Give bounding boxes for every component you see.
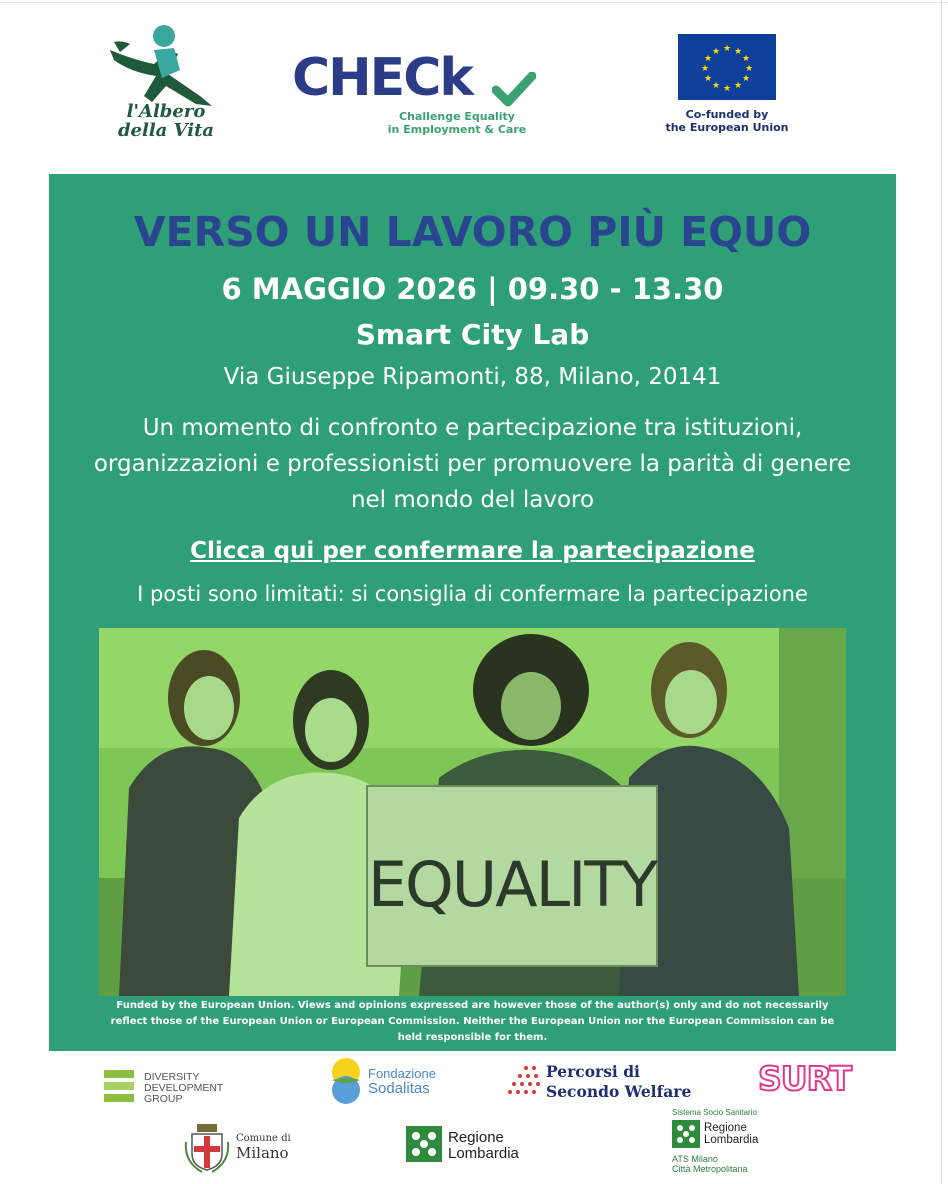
- percorsi-text: [546, 1062, 691, 1102]
- svg-text:★: ★: [733, 81, 743, 91]
- eu-cofunded-logo: [660, 34, 800, 144]
- checkmark-icon: [492, 72, 536, 108]
- eu-text-line2: the European Union: [665, 121, 789, 134]
- svg-text:★: ★: [744, 64, 754, 74]
- milano-text: [236, 1132, 291, 1160]
- limited-seats-note: I posti sono limitati: si consiglia di confermare la partecipazione: [137, 582, 808, 606]
- svg-text:★: ★: [711, 47, 721, 57]
- regione-lombardia-rose-icon: [406, 1126, 442, 1162]
- check-tagline: [382, 110, 532, 136]
- page-right-border: [941, 0, 942, 1184]
- percorsi-line2: Secondo Welfare: [546, 1082, 692, 1101]
- confirm-participation-link[interactable]: Clicca qui per confermare la partecipazione: [190, 538, 755, 564]
- check-tagline-line1: Challenge Equality: [399, 110, 515, 123]
- albero-line1: l'Albero: [126, 101, 206, 122]
- percorsi-line1: Percorsi di: [546, 1062, 640, 1081]
- ats-line2: Lombardia: [704, 1134, 759, 1146]
- ats-rose-icon: [672, 1120, 700, 1148]
- eu-cofunded-text: [660, 108, 794, 134]
- event-date-time: 6 MAGGIO 2026 | 09.30 - 13.30: [221, 272, 724, 306]
- equality-sign-text: EQUALITY: [367, 848, 657, 921]
- event-description: Un momento di confronto e partecipazione tra istituzioni, organizzazioni e professionisti per promuovere la parità di genere nel mondo del lavoro: [93, 415, 852, 513]
- milano-line1: Comune di: [236, 1133, 291, 1144]
- svg-text:★: ★: [741, 54, 751, 64]
- sodalitas-text: [368, 1066, 436, 1096]
- milano-crest-icon: [182, 1122, 232, 1174]
- event-address: Via Giuseppe Ripamonti, 88, Milano, 20141: [223, 364, 722, 390]
- sodalitas-line1: Fondazione: [368, 1066, 436, 1081]
- ddg-line2: DEVELOPMENT: [144, 1082, 224, 1094]
- event-venue: Smart City Lab: [355, 318, 590, 351]
- eu-text-line1: Co-funded by: [685, 108, 769, 121]
- svg-text:★: ★: [703, 74, 713, 84]
- albero-line2: della Vita: [117, 120, 215, 141]
- sodalitas-circles-icon: [328, 1058, 364, 1108]
- milano-line2: Milano: [236, 1144, 289, 1162]
- check-wordmark: CHECk: [292, 48, 472, 108]
- surt-logo: [758, 1059, 852, 1100]
- svg-text:★: ★: [703, 54, 713, 64]
- comune-di-milano-logo: [182, 1122, 302, 1174]
- percorsi-secondo-welfare-logo: [506, 1060, 706, 1104]
- eu-disclaimer: Funded by the European Union. Views and opinions expressed are however those of the author(s) only and do not necessarily reflect those of the European Union or European Commission. Neither the European Union nor the European Commission can be held responsible for them.: [110, 1000, 835, 1043]
- event-photo: [99, 628, 846, 996]
- ddg-line1: DIVERSITY: [144, 1071, 200, 1083]
- surt-wordmark: SURT: [758, 1059, 852, 1098]
- ats-top-text: Sistema Socio Sanitario: [672, 1108, 757, 1117]
- svg-text:★: ★: [711, 81, 721, 91]
- page-top-border: [0, 2, 948, 3]
- check-logo: [292, 48, 542, 140]
- svg-text:★: ★: [741, 74, 751, 84]
- regione-line2: Lombardia: [448, 1145, 519, 1162]
- sodalitas-line2: Sodalitas: [368, 1080, 430, 1097]
- ats-line1: Regione: [704, 1122, 747, 1134]
- svg-text:★: ★: [700, 64, 710, 74]
- albero-logo-text: [116, 102, 216, 140]
- ats-bottom-text: [672, 1154, 748, 1174]
- svg-text:★: ★: [733, 47, 743, 57]
- ats-bottom1: ATS Milano: [672, 1154, 718, 1164]
- ddg-text: [144, 1072, 223, 1105]
- albero-figure-icon: [104, 20, 222, 110]
- percorsi-dots-icon: [506, 1060, 542, 1100]
- ats-regione-text: [704, 1122, 758, 1146]
- event-panel: [49, 174, 896, 1051]
- fondazione-sodalitas-logo: [328, 1058, 458, 1108]
- ddg-line3: GROUP: [144, 1093, 183, 1105]
- regione-line1: Regione: [448, 1129, 504, 1146]
- ats-bottom2: Città Metropolitana: [672, 1164, 748, 1174]
- event-title: VERSO UN LAVORO PIÙ EQUO: [133, 208, 812, 256]
- regione-lombardia-logo: [406, 1126, 546, 1166]
- check-tagline-line2: in Employment & Care: [387, 123, 527, 136]
- eu-flag-icon: [678, 34, 776, 100]
- ats-milano-logo: [672, 1108, 802, 1178]
- albero-della-vita-logo: [104, 20, 222, 150]
- regione-text: [448, 1130, 519, 1162]
- svg-text:★: ★: [722, 84, 732, 94]
- diversity-development-group-logo: [104, 1068, 244, 1108]
- svg-text:★: ★: [722, 44, 732, 54]
